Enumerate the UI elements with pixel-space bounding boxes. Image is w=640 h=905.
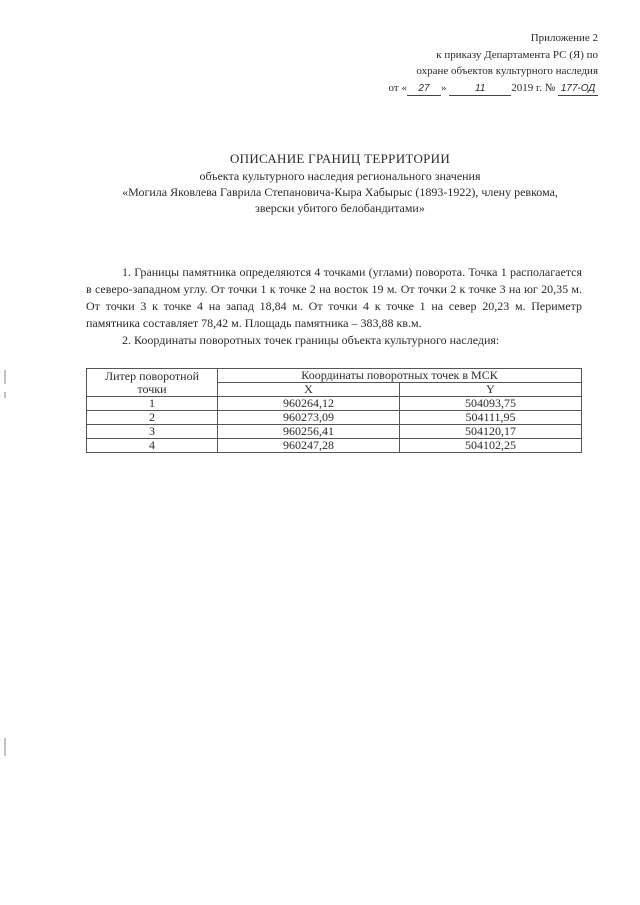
subtitle-line: зверски убитого белобандитами» <box>255 201 425 215</box>
appendix-line: охране объектов культурного наследия <box>416 65 598 77</box>
cell-x: 960264,12 <box>218 397 400 411</box>
table-row <box>87 425 582 439</box>
order-line <box>358 80 598 97</box>
header-x: X <box>218 383 400 397</box>
order-number: 177-ОД <box>558 83 598 96</box>
header-point: Литер поворотной точки <box>87 369 218 397</box>
cell-point: 1 <box>87 397 218 411</box>
cell-y: 504093,75 <box>400 397 582 411</box>
table-row <box>87 397 582 411</box>
appendix-line: Приложение 2 <box>530 32 598 44</box>
cell-point: 3 <box>87 425 218 439</box>
paragraph: 1. Границы памятника определяются 4 точками (углами) поворота. Точка 1 располагается в северо-западном углу. От точки 1 к точке 2 на восток 19 м. От точки 2 к точке 3 на юг 20,35 м. От точки 3 к точке 4 на запад 18,84 м. От точки 4 к точке 1 на север 20,23 м. Периметр памятника составляет 78,42 м. Площадь памятника – 383,88 кв.м. <box>86 265 582 330</box>
header-coords: Координаты поворотных точек в МСК <box>218 369 582 383</box>
cell-y: 504111,95 <box>400 411 582 425</box>
scan-margin-mark <box>4 738 6 756</box>
cell-y: 504102,25 <box>400 439 582 453</box>
table-row <box>87 411 582 425</box>
coordinates-table <box>86 368 582 453</box>
scan-margin-mark <box>4 370 6 384</box>
cell-point: 2 <box>87 411 218 425</box>
paragraph: 2. Координаты поворотных точек границы объекта культурного наследия: <box>122 333 500 347</box>
appendix-header <box>358 30 598 96</box>
order-month: 11 <box>449 83 511 96</box>
order-mid: » <box>440 81 447 94</box>
cell-y: 504120,17 <box>400 425 582 439</box>
table-row <box>87 439 582 453</box>
body-text <box>86 264 582 349</box>
appendix-line: к приказу Департамента РС (Я) по <box>436 48 598 61</box>
subtitle-line: объекта культурного наследия регионального значения <box>199 169 481 183</box>
header-y: Y <box>400 383 582 397</box>
cell-x: 960273,09 <box>218 411 400 425</box>
cell-x: 960247,28 <box>218 439 400 453</box>
document-title: ОПИСАНИЕ ГРАНИЦ ТЕРРИТОРИИ <box>229 151 451 166</box>
table-header-row <box>87 369 582 383</box>
cell-x: 960256,41 <box>218 425 400 439</box>
order-prefix: от « <box>388 81 407 94</box>
subtitle-line: «Могила Яковлева Гаврила Степановича-Кыра Хабырыс (1893-1922), члену ревкома, <box>122 185 558 199</box>
order-year: 2019 г. № <box>511 81 556 94</box>
cell-point: 4 <box>87 439 218 453</box>
order-day: 27 <box>407 83 441 96</box>
title-block <box>60 150 620 216</box>
scan-margin-mark <box>4 392 6 398</box>
